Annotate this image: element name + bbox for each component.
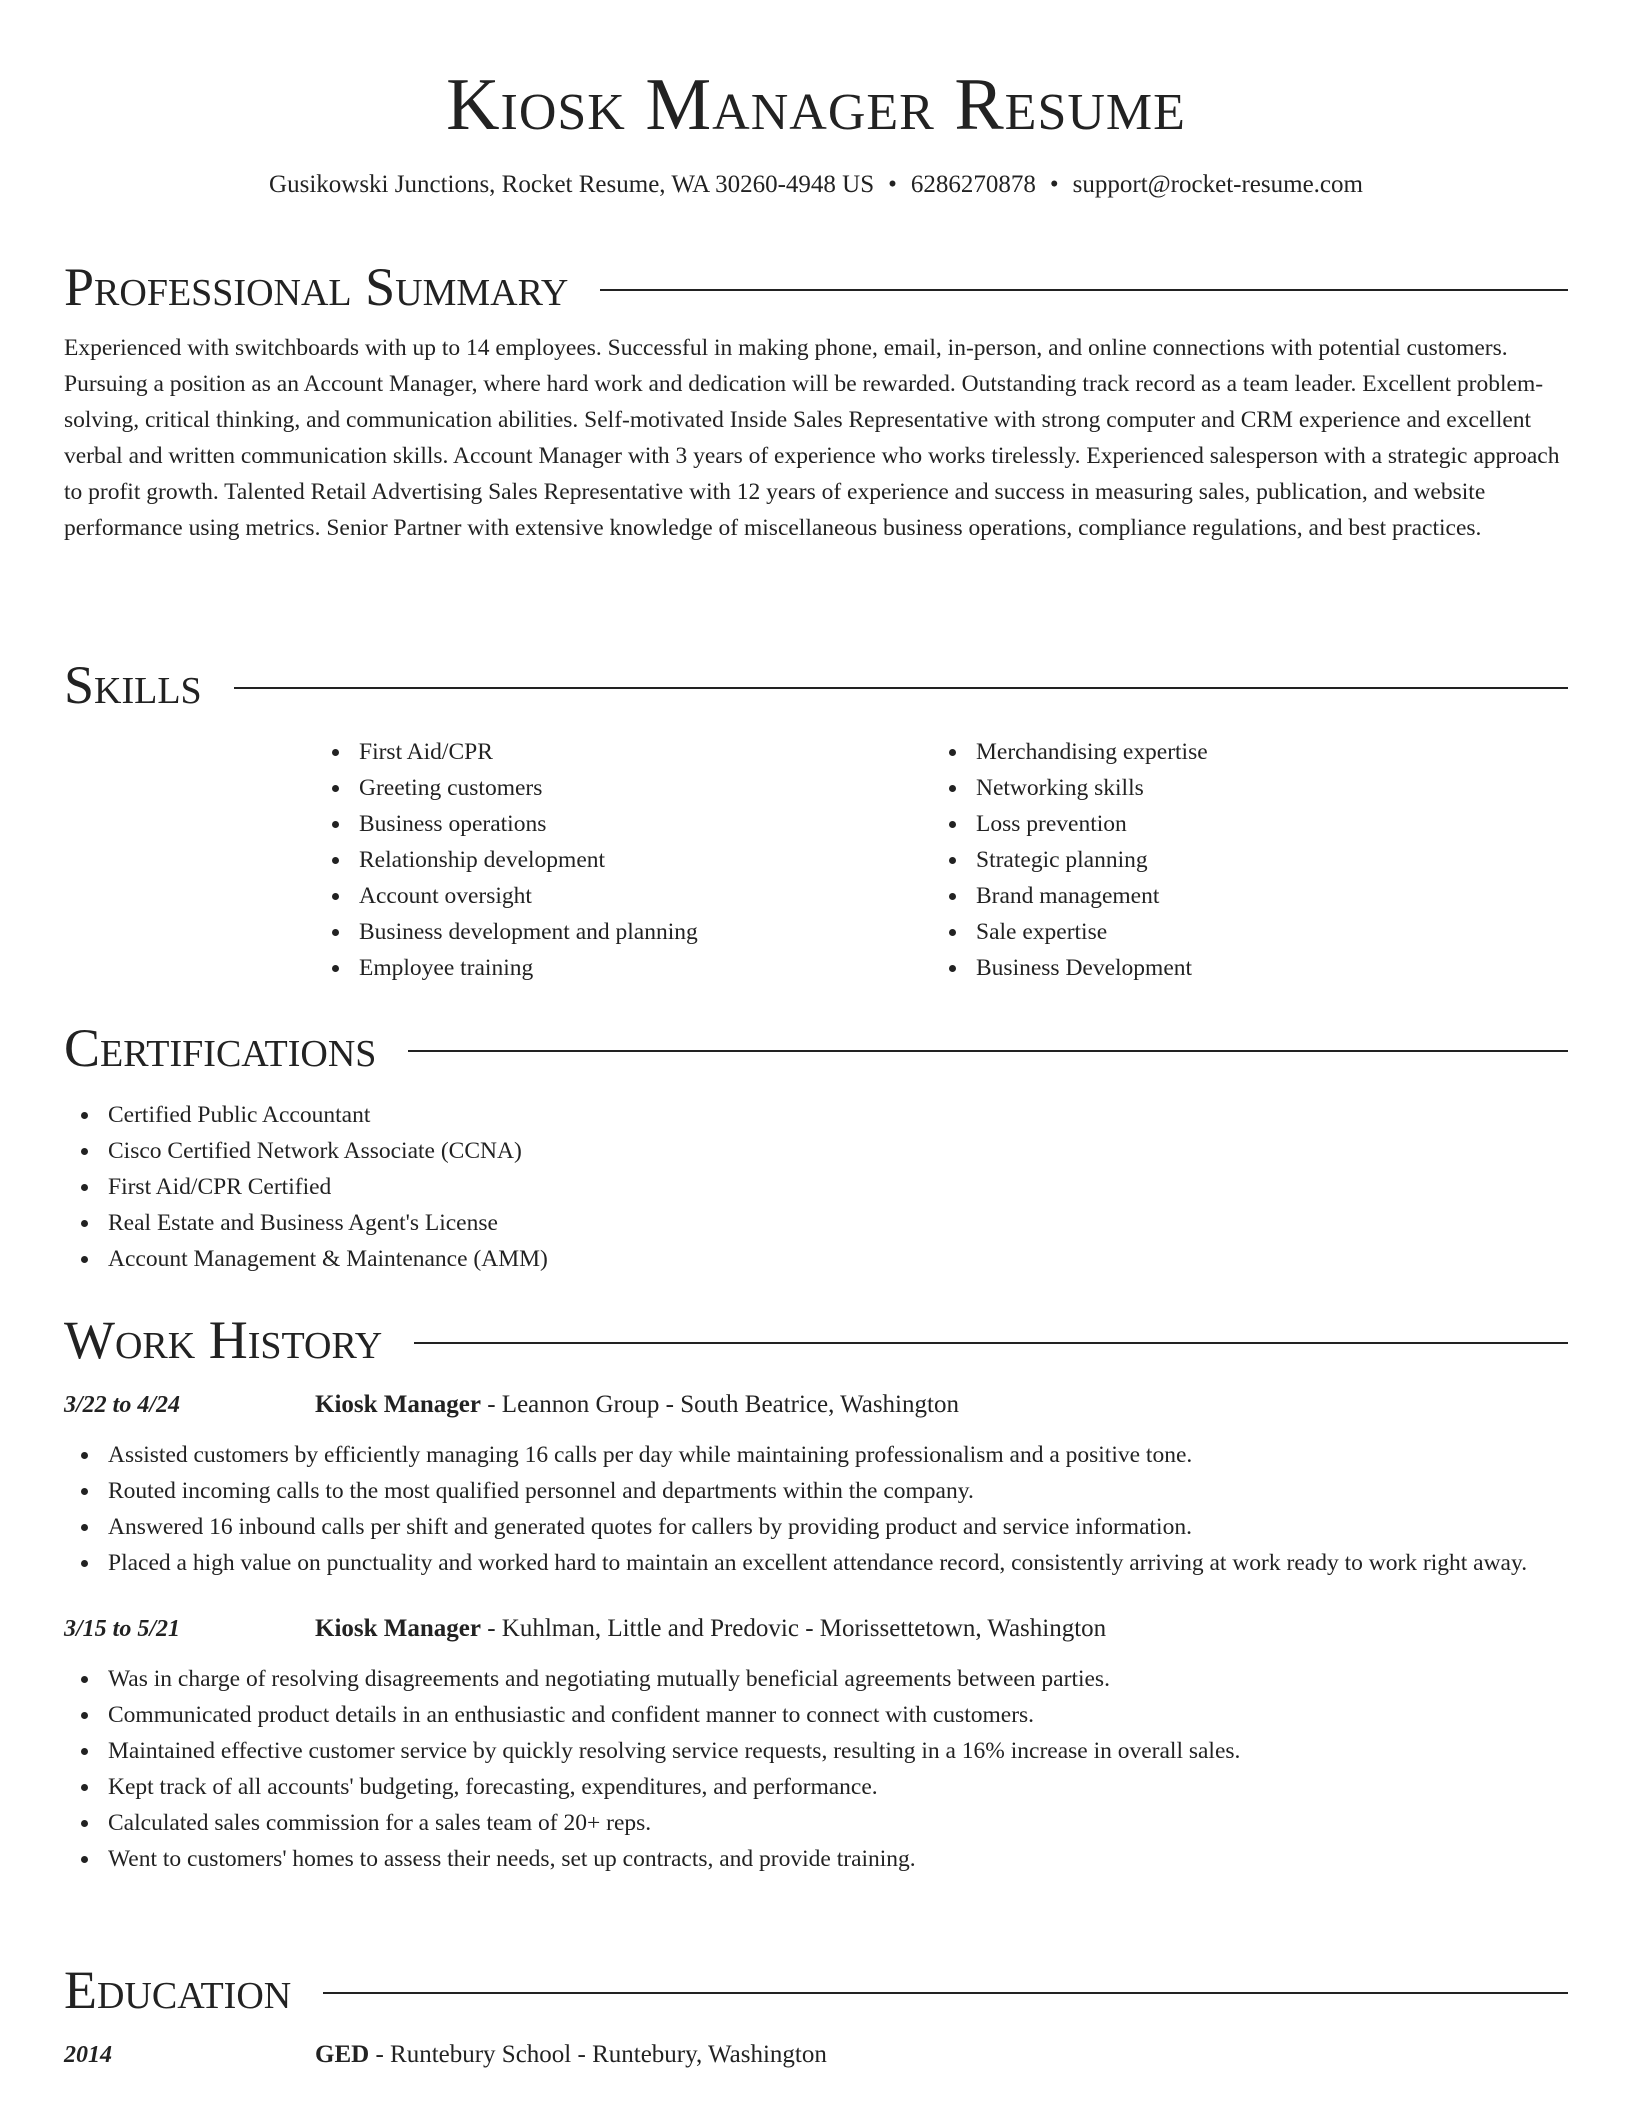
skill-item: Sale expertise (932, 914, 1549, 950)
contact-line (64, 168, 1568, 202)
job-bullet: Placed a high value on punctuality and worked hard to maintain an excellent attendance record, consistently arriving at work ready to work right away. (64, 1545, 1568, 1581)
job-bullets (64, 1661, 1568, 1877)
job-bullet: Communicated product details in an enthusiastic and confident manner to connect with customers. (64, 1697, 1568, 1733)
skill-item: Merchandising expertise (932, 734, 1549, 770)
skill-item: Account oversight (315, 878, 932, 914)
certification-item: Real Estate and Business Agent's License (64, 1205, 1568, 1241)
skills-list-right (932, 734, 1549, 986)
job-header (64, 1387, 1568, 1423)
certification-item: Account Management & Maintenance (AMM) (64, 1241, 1568, 1277)
skill-item: Business development and planning (315, 914, 932, 950)
skills-list-left (315, 734, 932, 986)
job-title: Kiosk Manager (315, 1615, 481, 1642)
education-entry (64, 2037, 1568, 2073)
skill-item: Strategic planning (932, 842, 1549, 878)
education-heading: Education (64, 1960, 292, 2020)
job-bullet: Went to customers' homes to assess their needs, set up contracts, and provide training. (64, 1841, 1568, 1877)
skill-item: Loss prevention (932, 806, 1549, 842)
job-entry (64, 1387, 1568, 1581)
education-section (64, 1955, 1568, 2073)
contact-separator: • (888, 171, 897, 198)
certifications-list (64, 1097, 1568, 1277)
job-header (64, 1611, 1568, 1647)
section-divider (408, 1050, 1568, 1052)
job-dates: 3/15 to 5/21 (64, 1616, 181, 1642)
job-bullet: Assisted customers by efficiently managing 16 calls per day while maintaining professionalism and a positive tone. (64, 1437, 1568, 1473)
skills-heading-row (64, 650, 1568, 720)
resume-title: Kiosk Manager Resume (446, 64, 1186, 146)
summary-section (64, 252, 1568, 546)
certification-item: Cisco Certified Network Associate (CCNA) (64, 1133, 1568, 1169)
work-history-section (64, 1305, 1568, 1877)
skill-item: Business operations (315, 806, 932, 842)
skills-section (64, 650, 1568, 986)
education-heading-row (64, 1955, 1568, 2025)
contact-separator: • (1049, 171, 1059, 198)
job-details: - Leannon Group - South Beatrice, Washington (480, 1391, 959, 1418)
job-entry (64, 1611, 1568, 1877)
job-details: - Kuhlman, Little and Predovic - Morissettetown, Washington (480, 1615, 1107, 1642)
section-divider (600, 289, 1568, 291)
section-divider (234, 687, 1568, 689)
education-heading-line (315, 2037, 827, 2073)
skills-grid (315, 734, 1568, 986)
education-degree: GED (315, 2041, 370, 2068)
education-year: 2014 (64, 2042, 112, 2068)
job-title: Kiosk Manager (315, 1391, 481, 1418)
education-details: - Runtebury School - Runtebury, Washington (369, 2041, 827, 2068)
job-dates: 3/22 to 4/24 (64, 1392, 181, 1418)
certifications-section (64, 1013, 1568, 1277)
section-divider (414, 1342, 1568, 1344)
contact-phone: 6286270878 (910, 171, 1036, 198)
skill-item: Business Development (932, 950, 1549, 986)
contact-address: Gusikowski Junctions, Rocket Resume, WA 30260-4948 US (269, 171, 875, 198)
resume-document (64, 0, 1568, 2068)
certifications-heading: Certifications (64, 1018, 377, 1078)
skill-item: Employee training (315, 950, 932, 986)
job-heading (315, 1387, 959, 1423)
certification-item: First Aid/CPR Certified (64, 1169, 1568, 1205)
certifications-heading-row (64, 1013, 1568, 1083)
job-heading (315, 1611, 1106, 1647)
certification-item: Certified Public Accountant (64, 1097, 1568, 1133)
skill-item: First Aid/CPR (315, 734, 932, 770)
summary-text: Experienced with switchboards with up to 14 employees. Successful in making phone, email, in-person, and online connections with potential customers. Pursuing a position as an Account Manager, where hard work and dedication will be rewarded. Outstanding track record as a team leader. Excellent problem-solving, critical thinking, and communication abilities. Self-motivated Inside Sales Representative with strong computer and CRM experience and excellent verbal and written communication skills. Account Manager with 3 years of experience who works tirelessly. Experienced salesperson with a strategic approach to profit growth. Talented Retail Advertising Sales Representative with 12 years of experience and success in measuring sales, publication, and website performance using metrics. Senior Partner with extensive knowledge of miscellaneous business operations, compliance regulations, and best practices. (64, 335, 1560, 541)
job-bullets (64, 1437, 1568, 1581)
summary-heading-row (64, 252, 1568, 322)
skills-heading: Skills (64, 655, 202, 715)
job-bullet: Calculated sales commission for a sales team of 20+ reps. (64, 1805, 1568, 1841)
skill-item: Networking skills (932, 770, 1549, 806)
skill-item: Greeting customers (315, 770, 932, 806)
section-divider (323, 1992, 1568, 1994)
job-bullet: Routed incoming calls to the most qualified personnel and departments within the company. (64, 1473, 1568, 1509)
job-bullet: Was in charge of resolving disagreements and negotiating mutually beneficial agreements between parties. (64, 1661, 1568, 1697)
job-bullet: Kept track of all accounts' budgeting, forecasting, expenditures, and performance. (64, 1769, 1568, 1805)
work-heading: Work History (64, 1310, 383, 1370)
job-bullet: Maintained effective customer service by quickly resolving service requests, resulting in a 16% increase in overall sales. (64, 1733, 1568, 1769)
skill-item: Relationship development (315, 842, 932, 878)
summary-heading: Professional Summary (64, 257, 569, 317)
job-bullet: Answered 16 inbound calls per shift and generated quotes for callers by providing product and service information. (64, 1509, 1568, 1545)
skill-item: Brand management (932, 878, 1549, 914)
work-heading-row (64, 1305, 1568, 1375)
contact-email: support@rocket-resume.com (1072, 171, 1363, 198)
